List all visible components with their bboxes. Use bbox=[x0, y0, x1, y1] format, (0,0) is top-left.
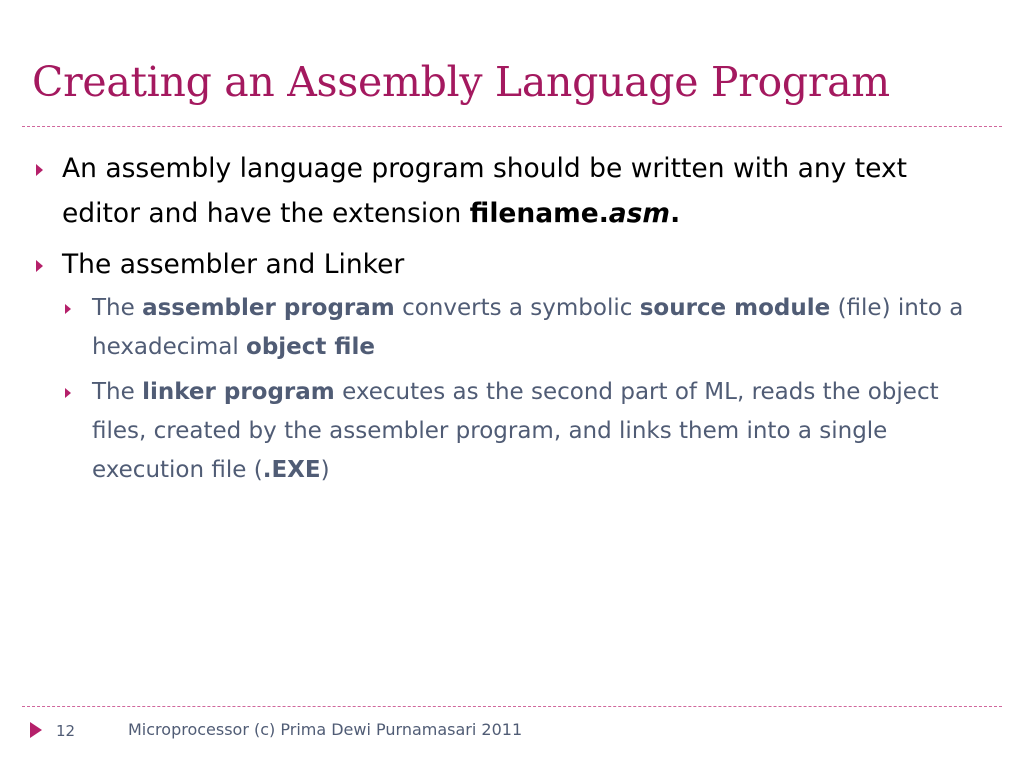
sub-bullet-list bbox=[62, 289, 986, 490]
bullet-bold-period: . bbox=[670, 198, 681, 229]
bullet-text: An assembly language program should be written with any text editor and have the extension bbox=[62, 153, 908, 229]
triangle-right-icon bbox=[30, 722, 42, 738]
sub-bullet-bold: object file bbox=[246, 334, 375, 360]
bullet-bold-filename: filename. bbox=[469, 198, 609, 229]
bullet-arrow-icon bbox=[36, 164, 43, 176]
sub-bullet-text: converts a symbolic bbox=[394, 295, 640, 321]
sub-bullet-text: executes as the second part of ML, reads the object files, created by the assembler program, and links them into a single execution file ( bbox=[92, 379, 939, 483]
sub-bullet-text: The bbox=[92, 379, 143, 405]
slide-title: Creating an Assembly Language Program bbox=[32, 58, 890, 106]
sub-bullet-arrow-icon bbox=[65, 304, 71, 314]
sub-bullet-bold: .EXE bbox=[262, 457, 321, 483]
sub-bullet-arrow-icon bbox=[65, 388, 71, 398]
sub-bullet-linker bbox=[62, 373, 986, 490]
sub-bullet-bold: assembler program bbox=[142, 295, 395, 321]
footer-text: Microprocessor (c) Prima Dewi Purnamasari 2011 bbox=[128, 720, 523, 739]
bullet-item-extension bbox=[36, 146, 986, 236]
sub-bullet-text: ) bbox=[320, 457, 330, 483]
sub-bullet-assembler bbox=[62, 289, 986, 367]
page-number: 12 bbox=[56, 722, 76, 740]
bullet-list bbox=[36, 146, 986, 496]
bullet-bold-italic-asm: asm bbox=[608, 198, 671, 229]
sub-bullet-text: The bbox=[92, 295, 143, 321]
footer-divider bbox=[22, 706, 1002, 707]
sub-bullet-text: (file) into a hexadecimal bbox=[92, 295, 964, 360]
bullet-text: The assembler and Linker bbox=[62, 249, 405, 280]
bullet-item-assembler-linker bbox=[36, 242, 986, 490]
sub-bullet-bold: linker program bbox=[142, 379, 335, 405]
bullet-arrow-icon bbox=[36, 260, 43, 272]
sub-bullet-bold: source module bbox=[639, 295, 831, 321]
title-divider bbox=[22, 126, 1002, 127]
